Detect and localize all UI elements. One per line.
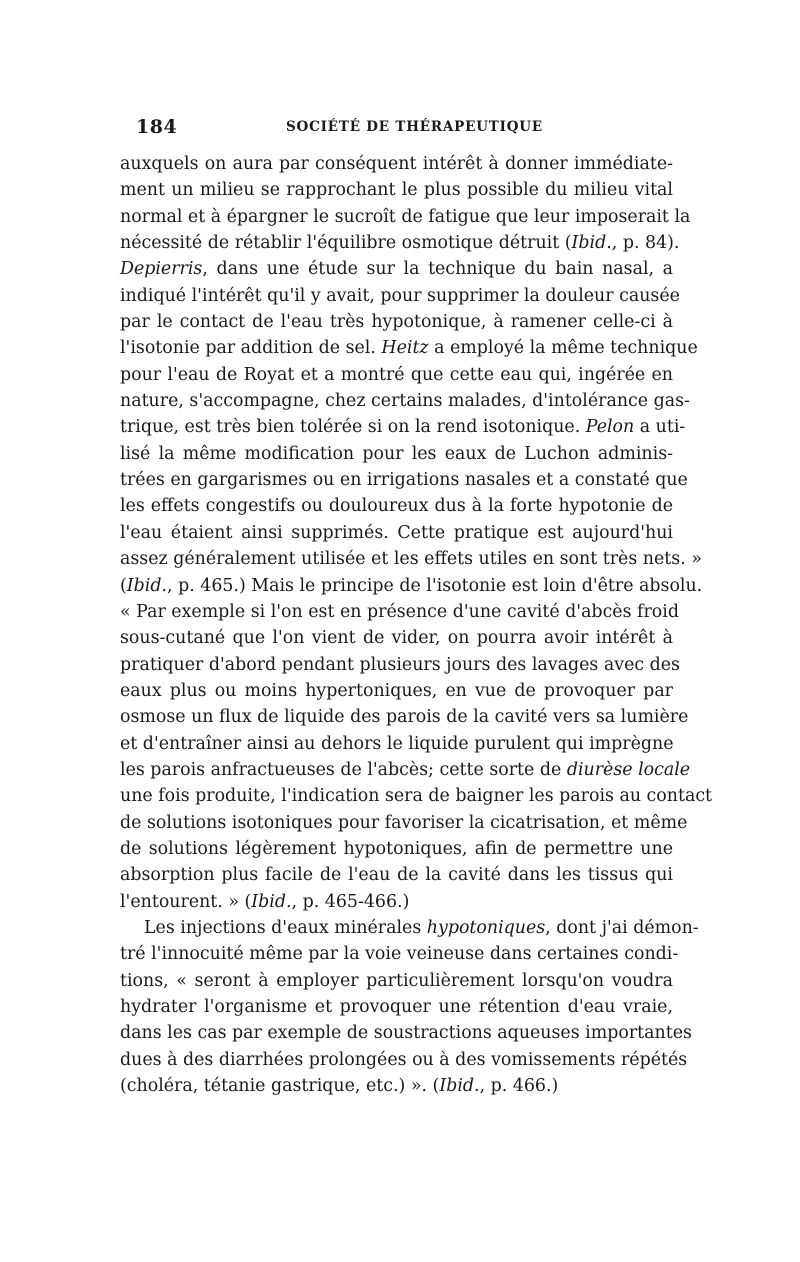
text-segment: nécessité de rétablir l'équilibre osmotique détruit ( xyxy=(120,233,572,254)
text-line xyxy=(120,467,688,493)
text-line xyxy=(120,652,680,678)
text-line xyxy=(120,441,673,467)
text-line xyxy=(120,335,698,361)
italic-text: diurèse locale xyxy=(566,759,691,780)
text-line xyxy=(120,204,691,230)
text-segment: absorption plus facile de l'eau de la cavité dans les tissus qui xyxy=(120,865,673,886)
text-segment: trées en gargarismes ou en irrigations nasales et a constaté que xyxy=(120,470,688,491)
text-line xyxy=(120,783,713,809)
text-line xyxy=(120,546,702,572)
text-segment: l'entourent. » ( xyxy=(120,891,252,912)
text-segment: , p. 465.) Mais le principe de l'isotonie est loin d'être absolu. xyxy=(167,575,703,596)
text-line xyxy=(120,573,703,599)
text-line xyxy=(120,493,673,519)
text-segment: ment un milieu se rapprochant le plus possible du milieu vital xyxy=(120,180,673,201)
text-line xyxy=(120,810,688,836)
text-segment: de solutions isotoniques pour favoriser la cicatrisation, et même xyxy=(120,812,688,833)
text-line xyxy=(120,362,673,388)
text-segment: normal et à épargner le sucroît de fatigue que leur imposerait la xyxy=(120,206,691,227)
text-line xyxy=(120,889,673,915)
text-line xyxy=(120,414,686,440)
text-segment: lisé la même modification pour les eaux de Luchon adminis- xyxy=(120,443,673,464)
text-segment: , dont j'ai démon- xyxy=(545,917,699,938)
text-line xyxy=(120,941,679,967)
body-text xyxy=(120,151,713,1099)
italic-text: hypotoniques xyxy=(426,917,546,938)
text-line xyxy=(120,1020,692,1046)
text-line xyxy=(120,915,699,941)
text-segment: (choléra, tétanie gastrique, etc.) ». ( xyxy=(120,1076,440,1097)
text-line xyxy=(120,599,679,625)
running-title: SOCIÉTÉ DE THÉRAPEUTIQUE xyxy=(286,119,543,135)
text-segment: a uti- xyxy=(634,417,686,438)
text-segment: trique, est très bien tolérée si on la rend isotonique. xyxy=(120,417,586,438)
text-segment: par le contact de l'eau très hypotonique, à ramener celle-ci à xyxy=(120,312,673,333)
text-segment: tré l'innocuité même par la voie veineuse dans certaines condi- xyxy=(120,944,679,965)
text-segment: a employé la même technique xyxy=(428,338,698,359)
text-segment: Les injections d'eaux minérales xyxy=(144,917,427,938)
text-segment: l'isotonie par addition de sel. xyxy=(120,338,382,359)
text-segment: osmose un flux de liquide des parois de la cavité vers sa lumière xyxy=(120,707,689,728)
text-line xyxy=(120,994,673,1020)
text-line xyxy=(120,309,673,335)
text-segment: eaux plus ou moins hypertoniques, en vue de provoquer par xyxy=(120,680,673,701)
text-line xyxy=(120,1073,673,1099)
text-segment: , p. 465-466.) xyxy=(291,891,410,912)
text-line xyxy=(120,520,673,546)
text-segment: , p. 466.) xyxy=(479,1076,559,1097)
text-segment: dans les cas par exemple de soustractions aqueuses importantes xyxy=(120,1023,692,1044)
text-segment: auxquels on aura par conséquent intérêt à donner immédiate- xyxy=(120,154,673,174)
text-segment: les parois anfractueuses de l'abcès; cette sorte de xyxy=(120,759,567,780)
text-segment: assez généralement utilisée et les effets utiles en sont très nets. » xyxy=(120,549,702,570)
text-segment: une fois produite, l'indication sera de baigner les parois au contact xyxy=(120,786,713,807)
text-line xyxy=(120,731,673,757)
text-line xyxy=(120,388,690,414)
italic-text: Pelon xyxy=(585,417,635,438)
italic-text: Ibid. xyxy=(439,1076,480,1097)
text-line xyxy=(120,283,680,309)
text-segment: tions, « seront à employer particulièrement lorsqu'on voudra xyxy=(120,970,673,991)
text-segment: ( xyxy=(120,575,127,596)
text-line xyxy=(120,968,673,994)
text-segment: , dans une étude sur la technique du bain nasal, a xyxy=(202,259,673,280)
page-number: 184 xyxy=(136,116,178,138)
text-line xyxy=(120,704,689,730)
text-segment: sous-cutané que l'on vient de vider, on pourra avoir intérêt à xyxy=(120,628,673,649)
text-line xyxy=(120,625,673,651)
text-segment: pour l'eau de Royat et a montré que cette eau qui, ingérée en xyxy=(120,364,673,385)
text-segment: les effets congestifs ou douloureux dus à la forte hypotonie de xyxy=(120,496,673,517)
text-line xyxy=(120,757,691,783)
text-segment: de solutions légèrement hypotoniques, afin de permettre une xyxy=(120,838,673,859)
text-segment: l'eau étaient ainsi supprimés. Cette pratique est aujourd'hui xyxy=(120,522,673,543)
text-line xyxy=(120,678,673,704)
text-segment: dues à des diarrhées prolongées ou à des vomissements répétés xyxy=(120,1049,688,1070)
text-line xyxy=(120,1047,688,1073)
text-segment: hydrater l'organisme et provoquer une rétention d'eau vraie, xyxy=(120,997,673,1017)
text-line xyxy=(120,230,680,256)
text-segment: indiqué l'intérêt qu'il y avait, pour supprimer la douleur causée xyxy=(120,285,680,306)
text-line xyxy=(120,151,673,177)
italic-text: Ibid. xyxy=(126,575,168,596)
text-line xyxy=(120,177,673,203)
italic-text: Ibid. xyxy=(571,233,612,254)
text-line xyxy=(120,862,673,888)
text-segment: , p. 84). xyxy=(611,233,680,254)
running-head xyxy=(136,116,686,140)
text-segment: « Par exemple si l'on est en présence d'une cavité d'abcès froid xyxy=(120,601,679,622)
text-line xyxy=(120,836,673,862)
italic-text: Ibid. xyxy=(251,891,292,912)
text-segment: nature, s'accompagne, chez certains malades, d'intolérance gas- xyxy=(120,391,690,412)
italic-text: Heitz xyxy=(381,338,429,359)
text-segment: pratiquer d'abord pendant plusieurs jours des lavages avec des xyxy=(120,654,680,675)
text-segment: et d'entraîner ainsi au dehors le liquide purulent qui imprègne xyxy=(120,733,674,754)
text-line xyxy=(120,256,673,282)
italic-text: Depierris xyxy=(120,259,203,280)
